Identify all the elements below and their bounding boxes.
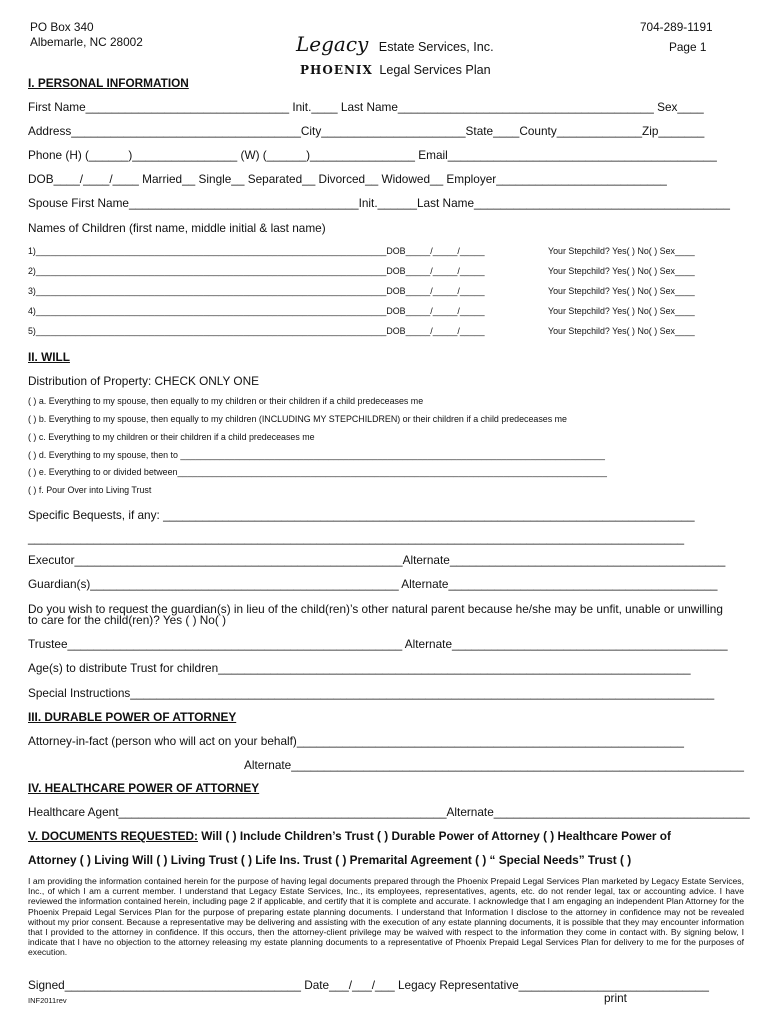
guardian-question-line1: Do you wish to request the guardian(s) in lieu of the child(ren)’s other natural parent because he/she may be unfit, unable or unwilling: [28, 602, 723, 616]
distribution-option-d[interactable]: ( ) d. Everything to my spouse, then to ______________________________________________________________________________________: [28, 450, 605, 460]
documents-requested-line2[interactable]: Attorney ( ) Living Will ( ) Living Trust ( ) Life Ins. Trust ( ) Premarital Agreement ( ) “ Special Needs” Trust ( ): [28, 853, 632, 867]
child-stepchild-2[interactable]: Your Stepchild? Yes( ) No( ) Sex____: [548, 266, 695, 276]
page-number: Page 1: [669, 40, 707, 54]
print-label: print: [604, 991, 627, 1005]
child-stepchild-5[interactable]: Your Stepchild? Yes( ) No( ) Sex____: [548, 326, 695, 336]
children-label: Names of Children (first name, middle initial & last name): [28, 221, 326, 235]
form-code: INF2011rev: [28, 996, 67, 1005]
dob-marital-line[interactable]: DOB____/____/____ Married__ Single__ Separated__ Divorced__ Widowed__ Employer__________________________: [28, 172, 667, 186]
documents-requested-options1[interactable]: Will ( ) Include Children’s Trust ( ) Durable Power of Attorney ( ) Healthcare Power of: [197, 829, 671, 843]
child-stepchild-1[interactable]: Your Stepchild? Yes( ) No( ) Sex____: [548, 246, 695, 256]
child-row-2[interactable]: 2)_______________________________________________________________________DOB_____/_____/_____: [28, 266, 485, 276]
phone-email-line[interactable]: Phone (H) (______)________________ (W) (______)________________ Email_________________________________________: [28, 148, 717, 162]
distribution-option-f[interactable]: ( ) f. Pour Over into Living Trust: [28, 485, 152, 495]
specific-bequests-line-2[interactable]: ____________________________________________________________________________________________________: [28, 531, 685, 545]
header-phone: 704-289-1191: [640, 20, 713, 34]
member-statement: I am providing the information contained herein for the purpose of having legal documents prepared through the Phoenix Prepaid Legal Services Plan marketed by Legacy Estate Services, Inc., of which I am a current member. I understand that Legacy Estate Services, Inc., its employees, representatives, agents, etc. do not render legal, tax or accounting advice. I have reviewed the information contained herein, including page 2 if applicable, and certify that it is complete and accurate. I acknowledge that I am engaging an independent Plan Attorney for the Phoenix Prepaid Legal Services Plan for the purpose of preparing estate planning documents. I understand that Information I disclose to the attorney in confidence may not be revealed without my prior consent. Because a representative may be delivering and assisting with the execution of any estate planning documents, it is possible that they may encounter information that I provided to the attorney in confidence. If this occurs, then the attorney-client privilege may be waived with respect to the information they come in contact with. By signing below, I indicate that I have no objection to the attorney releasing my estate planning documents to a representative of Phoenix Prepaid Legal Services Plan for delivery to me for the purposes of execution.: [28, 876, 744, 958]
guardian-question-line2[interactable]: to care for the child(ren)? Yes ( ) No( ): [28, 613, 227, 627]
poa-alternate-line[interactable]: Alternate_____________________________________________________________________: [244, 758, 744, 772]
name-line[interactable]: First Name_______________________________ Init.____ Last Name_______________________________________ Sex____: [28, 100, 704, 114]
attorney-in-fact-line[interactable]: Attorney-in-fact (person who will act on your behalf)___________________________________________________________: [28, 734, 684, 748]
company-name: Estate Services, Inc.: [378, 40, 494, 54]
special-instructions-line[interactable]: Special Instructions_________________________________________________________________________________________: [28, 686, 715, 700]
child-row-5[interactable]: 5)_______________________________________________________________________DOB_____/_____/_____: [28, 326, 485, 336]
signature-line[interactable]: Signed____________________________________ Date___/___/___ Legacy Representative_____________________________: [28, 978, 709, 992]
address-line[interactable]: Address___________________________________City______________________State____County_____________Zip_______: [28, 124, 705, 138]
distribution-option-a[interactable]: ( ) a. Everything to my spouse, then equally to my children or their children if a child predeceases me: [28, 396, 424, 406]
section-personal-info-heading: I. PERSONAL INFORMATION: [28, 76, 189, 90]
section-healthcare-poa-heading: IV. HEALTHCARE POWER OF ATTORNEY: [28, 781, 260, 795]
distribution-option-e[interactable]: ( ) e. Everything to or divided between_______________________________________________________________________________________: [28, 467, 607, 477]
phoenix-logo-text: PHOENIX: [300, 63, 373, 77]
section-will-heading: II. WILL: [28, 350, 70, 364]
executor-line[interactable]: Executor__________________________________________________Alternate__________________________________________: [28, 553, 726, 567]
child-stepchild-4[interactable]: Your Stepchild? Yes( ) No( ) Sex____: [548, 306, 695, 316]
plan-name: Legal Services Plan: [379, 63, 491, 77]
trust-ages-line[interactable]: Age(s) to distribute Trust for children________________________________________________________________________: [28, 661, 691, 675]
child-row-4[interactable]: 4)_______________________________________________________________________DOB_____/_____/_____: [28, 306, 485, 316]
header-address-line2: Albemarle, NC 28002: [30, 35, 143, 49]
child-stepchild-3[interactable]: Your Stepchild? Yes( ) No( ) Sex____: [548, 286, 695, 296]
documents-requested-line1[interactable]: [28, 829, 671, 843]
child-row-1[interactable]: 1)_______________________________________________________________________DOB_____/_____/_____: [28, 246, 485, 256]
spouse-name-line[interactable]: Spouse First Name___________________________________Init.______Last Name_______________________________________: [28, 196, 730, 210]
distribution-option-b[interactable]: ( ) b. Everything to my spouse, then equally to my children (INCLUDING MY STEPCHILDREN) or their children if a child predeceases me: [28, 414, 567, 424]
guardian-line[interactable]: Guardian(s)_______________________________________________ Alternate_________________________________________: [28, 577, 718, 591]
distribution-label: Distribution of Property: CHECK ONLY ONE: [28, 374, 259, 388]
healthcare-agent-line[interactable]: Healthcare Agent__________________________________________________Alternate_______________________________________: [28, 805, 750, 819]
specific-bequests-line[interactable]: Specific Bequests, if any: _________________________________________________________________________________: [28, 508, 695, 522]
child-row-3[interactable]: 3)_______________________________________________________________________DOB_____/_____/_____: [28, 286, 485, 296]
legacy-logo-text: Legacy: [296, 32, 369, 56]
header-address-line1: PO Box 340: [30, 20, 94, 34]
plan-title: [300, 61, 491, 79]
distribution-option-c[interactable]: ( ) c. Everything to my children or their children if a child predeceases me: [28, 432, 315, 442]
section-durable-poa-heading: III. DURABLE POWER OF ATTORNEY: [28, 710, 237, 724]
trustee-line[interactable]: Trustee___________________________________________________ Alternate__________________________________________: [28, 637, 728, 651]
section-documents-heading: V. DOCUMENTS REQUESTED:: [28, 829, 198, 843]
company-logo: [296, 32, 494, 56]
